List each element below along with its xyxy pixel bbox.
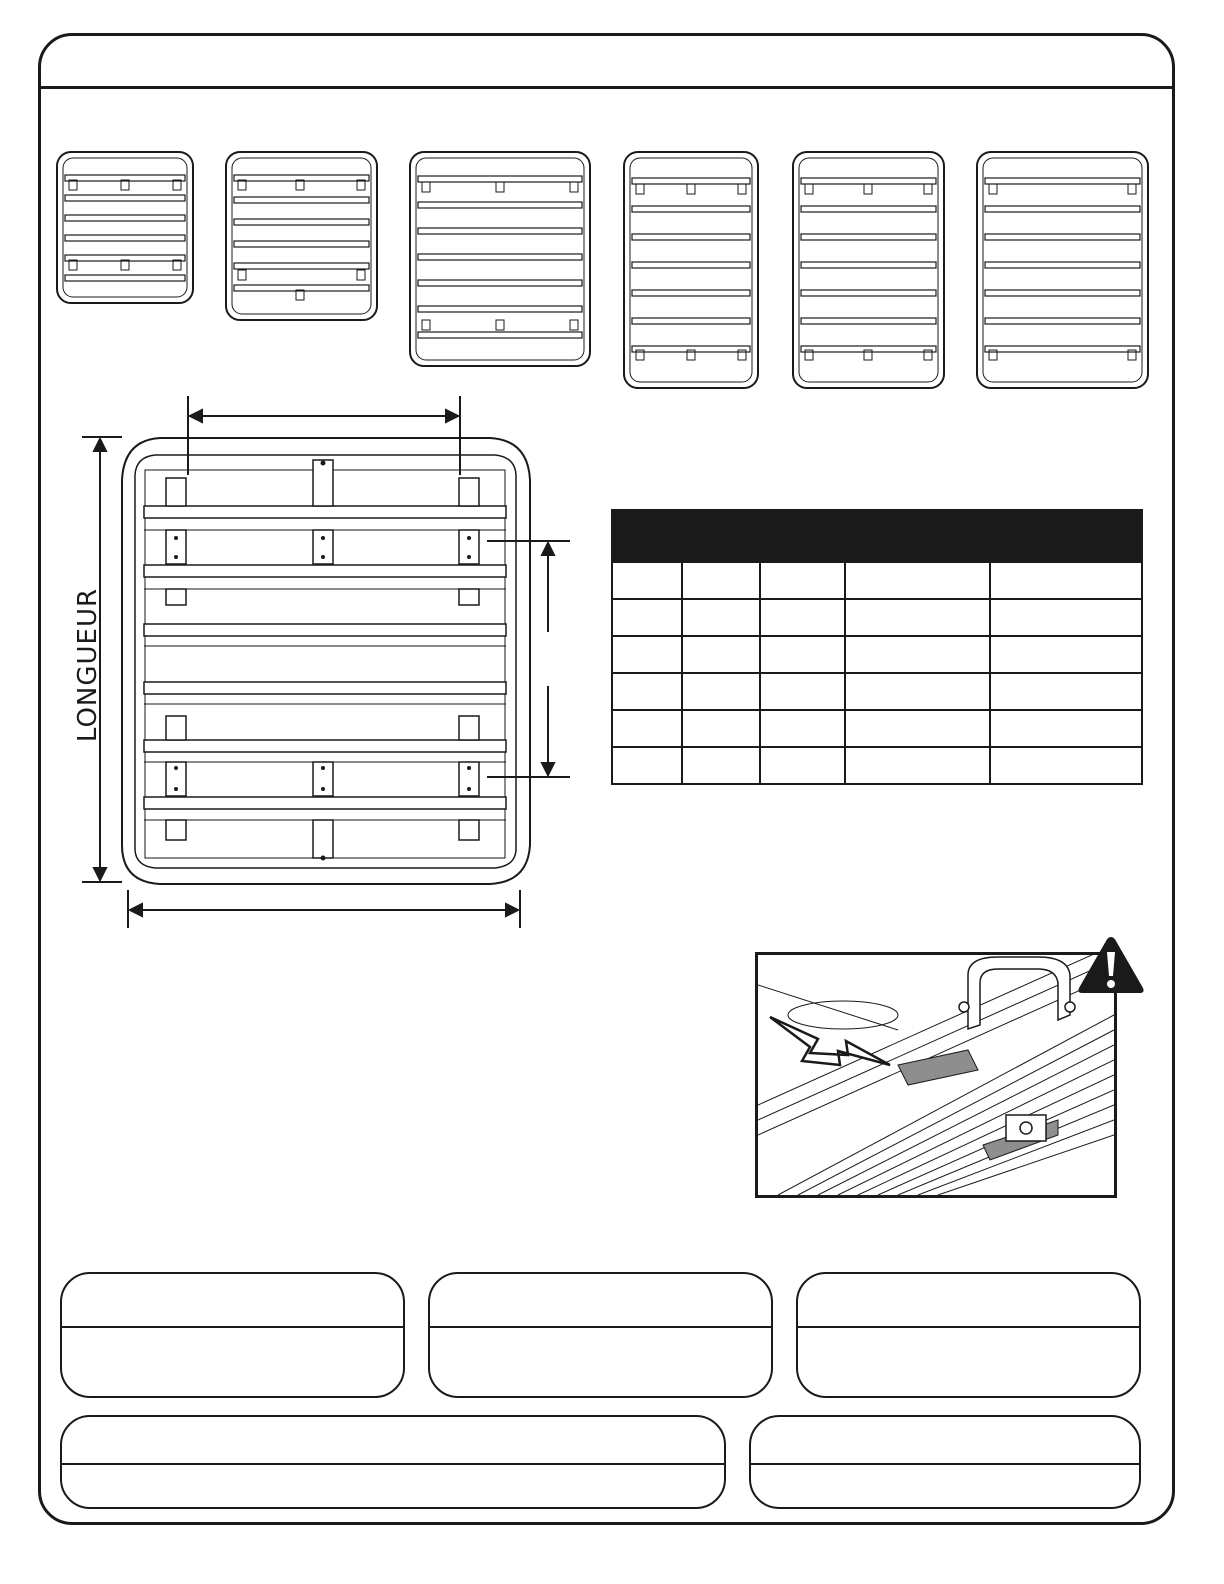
info-box-5 [749, 1415, 1141, 1509]
spec-table-header-cell [612, 510, 1142, 562]
info-box-1 [60, 1272, 405, 1398]
lightning-bolt-icon [770, 1017, 890, 1065]
info-box-3 [796, 1272, 1141, 1398]
rack-thumbnail-5 [791, 150, 946, 390]
mounting-detail-illustration [755, 952, 1117, 1198]
info-box-divider [798, 1326, 1139, 1328]
info-box-4 [60, 1415, 726, 1509]
length-label: LONGUEUR [73, 587, 103, 743]
rack-thumbnail-6 [975, 150, 1150, 390]
rack-dimension-diagram [60, 390, 590, 935]
info-box-divider [62, 1463, 724, 1465]
warning-triangle-icon [1076, 934, 1146, 996]
rack-thumbnail-4 [622, 150, 760, 390]
table-row [612, 599, 1142, 636]
table-row [612, 673, 1142, 710]
rack-thumbnail-3 [408, 150, 592, 368]
rack-thumbnail-2 [224, 150, 379, 322]
spec-table-header [612, 510, 1142, 562]
table-row [612, 747, 1142, 784]
spec-table [611, 509, 1143, 785]
table-row [612, 636, 1142, 673]
page-header-bar [41, 36, 1172, 89]
table-row [612, 562, 1142, 599]
rack-thumbnail-1 [55, 150, 195, 305]
table-row [612, 710, 1142, 747]
info-box-divider [62, 1326, 403, 1328]
info-box-divider [751, 1463, 1139, 1465]
info-box-2 [428, 1272, 773, 1398]
info-box-divider [430, 1326, 771, 1328]
